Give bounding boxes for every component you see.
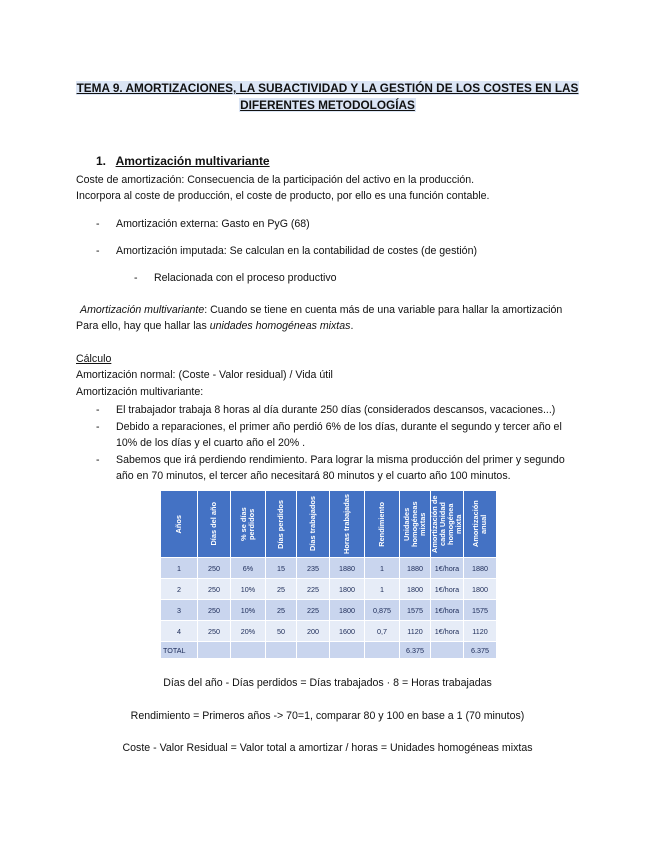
amortization-table xyxy=(160,490,497,659)
bullet-item: El trabajador trabaja 8 horas al día durante 250 días (considerados descansos, vacaciones...) xyxy=(116,404,556,416)
document-title-line1: TEMA 9. AMORTIZACIONES, LA SUBACTIVIDAD Y LA GESTIÓN DE LOS COSTES EN LAS xyxy=(76,81,579,95)
table-cell: 1800 xyxy=(330,579,365,600)
paragraph-line: Amortización normal: (Coste - Valor residual) / Vida útil xyxy=(76,369,333,381)
table-cell xyxy=(330,642,365,659)
table-header-cell: Amortización anual xyxy=(464,491,497,558)
table-cell xyxy=(231,642,266,659)
table-cell: 1 xyxy=(365,558,400,579)
bullet-continuation: año en 70 minutos, el tercer año necesitará 80 minutos y el cuarto año 100 minutos. xyxy=(116,470,511,482)
table-cell: 10% xyxy=(231,600,266,621)
table-total-row xyxy=(161,642,497,659)
table-row xyxy=(161,579,497,600)
table-row xyxy=(161,558,497,579)
bullet-dash: - xyxy=(96,404,100,416)
section-heading xyxy=(96,154,270,168)
table-cell: 3 xyxy=(161,600,198,621)
table-cell: 25 xyxy=(266,579,297,600)
table-header-cell: Días perdidos xyxy=(266,491,297,558)
table-header-cell: Horas trabajadas xyxy=(330,491,365,558)
table-cell: 1880 xyxy=(400,558,431,579)
table-cell xyxy=(365,642,400,659)
definition-line: Para ello, hay que hallar las unidades homogéneas mixtas. xyxy=(76,320,354,332)
table-cell: 10% xyxy=(231,579,266,600)
bullet-dash: - xyxy=(96,218,100,230)
table-cell: 2 xyxy=(161,579,198,600)
table-cell: 1880 xyxy=(464,558,497,579)
table-cell: 1€/hora xyxy=(431,579,464,600)
table-total-amortization: 6.375 xyxy=(464,642,497,659)
table-header-cell: Unidades homogéneas mixtas xyxy=(400,491,431,558)
bullet-item: Amortización externa: Gasto en PyG (68) xyxy=(116,218,310,230)
table-cell: 0,875 xyxy=(365,600,400,621)
definition-line: Amortización multivariante: Cuando se tiene en cuenta más de una variable para hallar la amortización xyxy=(80,304,563,316)
table-header-row xyxy=(161,491,497,558)
table-cell: 1€/hora xyxy=(431,600,464,621)
table-cell: 225 xyxy=(297,579,330,600)
paragraph-line: Amortización multivariante: xyxy=(76,386,204,398)
table-header-cell: Días trabajados xyxy=(297,491,330,558)
section-number: 1. xyxy=(96,154,107,168)
table-header-cell: Años xyxy=(161,491,198,558)
section-title: Amortización multivariante xyxy=(115,154,270,168)
document-title-line2: DIFERENTES METODOLOGÍAS xyxy=(240,98,415,112)
table-cell: 250 xyxy=(198,621,231,642)
table-total-label: TOTAL xyxy=(161,642,198,659)
table-cell: 1€/hora xyxy=(431,621,464,642)
definition-term: Amortización multivariante xyxy=(80,304,205,316)
table-cell: 1 xyxy=(365,579,400,600)
table-cell: 0,7 xyxy=(365,621,400,642)
table-cell: 1120 xyxy=(464,621,497,642)
table-cell: 200 xyxy=(297,621,330,642)
table-cell: 20% xyxy=(231,621,266,642)
table-cell: 225 xyxy=(297,600,330,621)
table-row xyxy=(161,600,497,621)
table-header-cell: % se días perdidos xyxy=(231,491,266,558)
table-cell: 1800 xyxy=(330,600,365,621)
table-cell xyxy=(297,642,330,659)
table-cell: 1 xyxy=(161,558,198,579)
table-header-cell: Días del año xyxy=(198,491,231,558)
table-cell: 1880 xyxy=(330,558,365,579)
table-header-cell: Rendimiento xyxy=(365,491,400,558)
bullet-item: Sabemos que irá perdiendo rendimiento. Para lograr la misma producción del primer y segundo xyxy=(116,454,565,466)
table-cell: 1120 xyxy=(400,621,431,642)
table-cell: 250 xyxy=(198,558,231,579)
calculo-heading: Cálculo xyxy=(76,353,112,365)
table-cell xyxy=(198,642,231,659)
formula-line: Días del año - Días perdidos = Días trabajados · 8 = Horas trabajadas xyxy=(163,677,492,689)
formula-line: Rendimiento = Primeros años -> 70=1, comparar 80 y 100 en base a 1 (70 minutos) xyxy=(130,710,525,722)
bullet-dash: - xyxy=(134,272,138,284)
emphasis-term: unidades homogéneas mixtas xyxy=(209,320,351,332)
table-cell: 1575 xyxy=(400,600,431,621)
table-cell: 4 xyxy=(161,621,198,642)
table-cell: 1800 xyxy=(400,579,431,600)
bullet-continuation: 10% de los días y el cuarto año el 20% . xyxy=(116,437,306,449)
table-cell: 15 xyxy=(266,558,297,579)
table-cell: 1600 xyxy=(330,621,365,642)
table-cell xyxy=(266,642,297,659)
bullet-item: Amortización imputada: Se calculan en la contabilidad de costes (de gestión) xyxy=(116,245,477,257)
table-cell: 235 xyxy=(297,558,330,579)
table-cell: 1€/hora xyxy=(431,558,464,579)
table-cell: 250 xyxy=(198,600,231,621)
paragraph-line: Coste de amortización: Consecuencia de la participación del activo en la producción. xyxy=(76,174,475,186)
formula-line: Coste - Valor Residual = Valor total a amortizar / horas = Unidades homogéneas mixtas xyxy=(122,742,533,754)
bullet-dash: - xyxy=(96,421,100,433)
table-cell: 25 xyxy=(266,600,297,621)
table-cell xyxy=(431,642,464,659)
table-cell: 1575 xyxy=(464,600,497,621)
bullet-dash: - xyxy=(96,245,100,257)
table-row xyxy=(161,621,497,642)
bullet-item: Debido a reparaciones, el primer año perdió 6% de los días, durante el segundo y tercer año el xyxy=(116,421,562,433)
bullet-dash: - xyxy=(96,454,100,466)
table-cell: 6% xyxy=(231,558,266,579)
sub-bullet-item: Relacionada con el proceso productivo xyxy=(154,272,337,284)
table-cell: 1800 xyxy=(464,579,497,600)
paragraph-line: Incorpora al coste de producción, el coste de producto, por ello es una función contable. xyxy=(76,190,490,202)
table-total-units: 6.375 xyxy=(400,642,431,659)
table-cell: 50 xyxy=(266,621,297,642)
table-header-cell: Amortización de cada Unidad homogénea mixta xyxy=(431,491,464,558)
table-cell: 250 xyxy=(198,579,231,600)
